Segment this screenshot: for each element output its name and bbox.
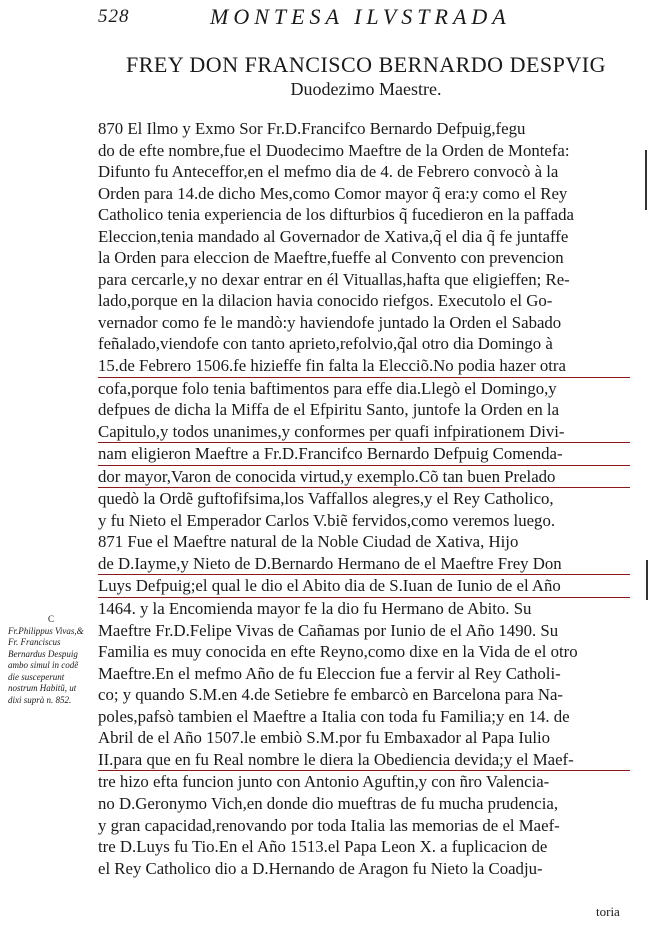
text-line: lado,porque en la dilacion havia conocido riefgos. Executolo el Go-	[98, 291, 553, 311]
margin-note-text: Fr.Philippus Vivas,& Fr. Franciscus Bernardus Despuig ambo simul in codẽ die susceperunt nostrum Habitũ, ut dixi suprà n. 852.	[8, 625, 84, 705]
margin-note	[8, 614, 90, 706]
running-title: MONTESA ILVSTRADA	[210, 4, 511, 29]
text-line: Familia es muy conocida en efte Reyno,como dixe en la Vida de el otro	[98, 642, 578, 662]
text-line: y fu Nieto el Emperador Carlos V.biẽ fervidos,como veremos luego.	[98, 510, 556, 530]
text-line: no D.Geronymo Vich,en donde dio mueftras de fu mucha prudencia,	[98, 793, 559, 813]
text-line: la Orden para eleccion de Maeftre,fueffe al Convento con prevencion	[98, 248, 564, 268]
page-edge-mark	[646, 560, 648, 600]
chapter-title: FREY DON FRANCISCO BERNARDO DESPVIG	[126, 52, 606, 77]
text-line: Difunto fu Anteceffor,en el mefmo dia de 4. de Febrero convocò à la	[98, 162, 559, 182]
text-line: para cercarle,y no dexar entrar en él Vituallas,hafta que eligieffen; Re-	[98, 269, 570, 289]
text-line: poles,pafsò tambien el Maeftre a Italia con toda fu Familia;y en 14. de	[98, 706, 570, 726]
text-line: Catholico tenia experiencia de los difturbios q̃ fucedieron en la paffada	[98, 205, 574, 225]
text-line: Abril de el Año 1507.le embiò S.M.por fu Embaxador al Papa Iulio	[98, 728, 551, 748]
text-line: 871 Fue el Maeftre natural de la Noble Ciudad de Xativa, Hijo	[98, 532, 519, 552]
text-line: do de efte nombre,fue el Duodecimo Maeftre de la Orden de Montefa:	[98, 140, 570, 160]
text-line: vernador como fe le mandò:y haviendofe juntado la Orden el Sabado	[98, 312, 562, 332]
text-line: el Rey Catholico dio a D.Hernando de Aragon fu Nieto la Coadju-	[98, 858, 543, 878]
text-line: Eleccion,tenia mandado al Governador de Xativa,q̃ el dia q̃ fe juntaffe	[98, 226, 569, 246]
text-line: Orden para 14.de dicho Mes,como Comor mayor q̃ era:y como el Rey	[98, 183, 568, 203]
text-line-underlined: Luys Defpuig;el qual le dio el Abito dia de S.Iuan de Iunio de el Año	[98, 575, 630, 598]
text-line: 870 El Ilmo y Exmo Sor Fr.D.Francifco Bernardo Defpuig,fegu	[98, 119, 526, 138]
text-line: cofa,porque folo tenia baftimentos para effe dia.Llegò el Domingo,y	[98, 378, 557, 398]
text-line: 1464. y la Encomienda mayor fe la dio fu Hermano de Abito. Su	[98, 599, 532, 619]
text-line-underlined: Capitulo,y todos unanimes,y conformes per quafi infpirationem Divi-	[98, 421, 630, 444]
margin-note-letter: C	[48, 614, 55, 624]
text-line: Maeftre.En el mefmo Año de fu Eleccion fue a fervir al Rey Catholi-	[98, 663, 561, 683]
running-head	[0, 0, 653, 34]
text-line: tre hizo efta funcion junto con Antonio Aguftin,y con ñro Valencia-	[98, 772, 550, 792]
text-line: quedò la Ordẽ guftofifsima,los Vaffallos alegres,y el Rey Catholico,	[98, 489, 554, 509]
body-text	[98, 118, 630, 879]
text-line: y gran capacidad,renovando por toda Italia las memorias de el Maef-	[98, 815, 560, 835]
text-line: defpues de dicha la Miffa de el Efpiritu Santo, juntofe la Orden en la	[98, 400, 560, 420]
text-line-underlined: II.para que en fu Real nombre le diera la Obediencia devida;y el Maef-	[98, 749, 630, 772]
catchword: toria	[596, 904, 620, 919]
text-line: Maeftre Fr.D.Felipe Vivas de Cañamas por Iunio de el Año 1490. Su	[98, 620, 559, 640]
text-line-underlined: de D.Iayme,y Nieto de D.Bernardo Hermano de el Maeftre Frey Don	[98, 553, 630, 576]
text-line: tre D.Luys fu Tio.En el Año 1513.el Papa Leon X. a fuplicacion de	[98, 837, 548, 857]
page-edge-mark	[645, 150, 647, 210]
chapter-subtitle: Duodezimo Maestre.	[290, 79, 442, 99]
text-line-underlined: dor mayor,Varon de conocida virtud,y exemplo.Cõ tan buen Prelado	[98, 466, 630, 489]
text-line-underlined: 15.de Febrero 1506.fe hizieffe fin falta la Elecciõ.No podia hazer otra	[98, 355, 630, 378]
text-line: feñalado,viendofe con tanto aprieto,refolvio,q̃al otro dia Domingo à	[98, 334, 553, 354]
text-line: co; y quando S.M.en 4.de Setiebre fe embarcò en Barcelona para Na-	[98, 685, 564, 705]
text-line-underlined: nam eligieron Maeftre a Fr.D.Francifco Bernardo Defpuig Comenda-	[98, 443, 630, 466]
page-number: 528	[98, 6, 130, 27]
